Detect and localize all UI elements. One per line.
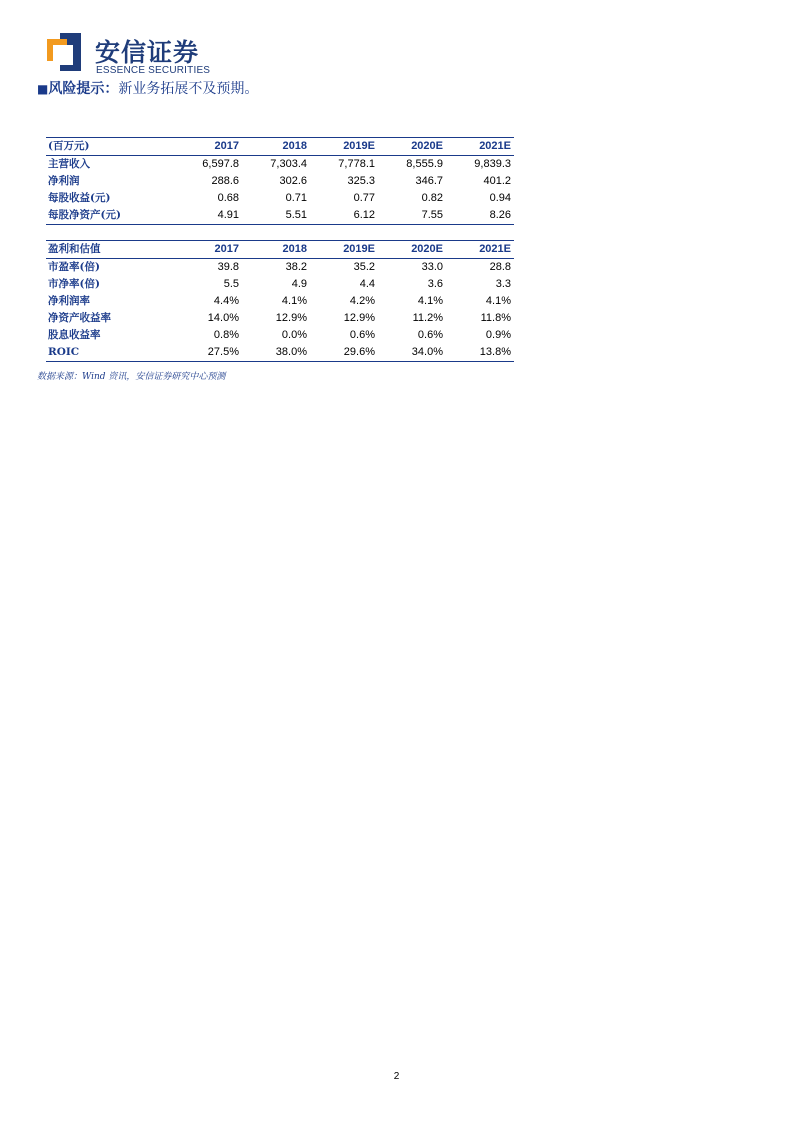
row-label: 市盈率(倍) <box>48 261 100 273</box>
table-cell: 7,778.1 <box>338 158 375 170</box>
table-header-cell: 2020E <box>378 138 446 156</box>
table-row <box>46 293 514 310</box>
table-header-cell: 2019E <box>310 241 378 259</box>
table-header-cell: 2021E <box>446 138 514 156</box>
row-label: 净资产收益率 <box>48 312 111 324</box>
table-cell: 3.6 <box>427 278 443 290</box>
row-label: 主营收入 <box>48 158 90 170</box>
row-label: 净利润率 <box>48 295 90 307</box>
table-cell: 9,839.3 <box>474 158 511 170</box>
table-header-row <box>46 241 514 259</box>
risk-label: 风险提示： <box>48 81 119 97</box>
table-cell: 0.82 <box>421 192 443 204</box>
table-header-cell: 2018 <box>242 138 310 156</box>
table-cell: 6.12 <box>310 207 378 225</box>
table-cell: 29.6% <box>310 344 378 362</box>
company-logo <box>47 33 247 79</box>
table-cell: 0.94 <box>489 192 511 204</box>
table-header-cell: 2019E <box>310 138 378 156</box>
table-cell: 4.4 <box>359 278 375 290</box>
table-row <box>46 310 514 327</box>
row-label: 每股收益(元) <box>48 192 111 204</box>
logo-chinese-name: 安信证券 <box>95 38 200 67</box>
table-cell: 38.2 <box>285 261 307 273</box>
table-cell: 12.9% <box>275 312 307 324</box>
table-row <box>46 190 514 207</box>
table-row <box>46 327 514 344</box>
table-cell: 33.0 <box>421 261 443 273</box>
table-header-cell: 2020E <box>378 241 446 259</box>
data-source-note: 数据来源：Wind 资讯，安信证券研究中心预测 <box>37 372 226 382</box>
table-header-cell: 2021E <box>446 241 514 259</box>
table-cell: 8,555.9 <box>406 158 443 170</box>
table-header-row <box>46 138 514 156</box>
table-cell: 12.9% <box>343 312 375 324</box>
table-cell: 34.0% <box>378 344 446 362</box>
table-cell: 28.8 <box>489 261 511 273</box>
table-cell: 11.2% <box>412 312 443 324</box>
table-cell: 288.6 <box>211 175 239 187</box>
table-row <box>46 259 514 277</box>
table-header-cell: (百万元) <box>46 138 174 156</box>
table-cell: 3.3 <box>495 278 511 290</box>
table-cell: 4.1% <box>417 295 443 307</box>
row-label: 净利润 <box>48 175 80 187</box>
table-row <box>46 207 514 225</box>
table-cell: 0.77 <box>353 192 375 204</box>
table-header-cell: 2017 <box>174 138 242 156</box>
row-label: 每股净资产(元) <box>46 207 174 225</box>
table-cell: 0.6% <box>349 329 375 341</box>
row-label: 股息收益率 <box>48 329 101 341</box>
table-cell: 0.71 <box>285 192 307 204</box>
bullet-square-icon: ■ <box>37 82 49 96</box>
table-row <box>46 344 514 362</box>
table-header-cell: 盈利和估值 <box>46 241 174 259</box>
table-cell: 6,597.8 <box>202 158 239 170</box>
risk-warning <box>37 78 258 98</box>
table-cell: 39.8 <box>217 261 239 273</box>
essence-logo-icon <box>47 33 81 71</box>
table-cell: 0.68 <box>217 192 239 204</box>
table-row <box>46 156 514 174</box>
table-cell: 14.0% <box>207 312 239 324</box>
table-cell: 4.2% <box>349 295 375 307</box>
table-cell: 35.2 <box>353 261 375 273</box>
table-cell: 11.8% <box>480 312 511 324</box>
table-cell: 0.9% <box>485 329 511 341</box>
table-cell: 325.3 <box>347 175 375 187</box>
table-cell: 401.2 <box>483 175 511 187</box>
table-cell: 13.8% <box>446 344 514 362</box>
row-label: ROIC <box>46 344 174 362</box>
table-cell: 5.51 <box>242 207 310 225</box>
risk-text: 新业务拓展不及预期。 <box>118 81 259 97</box>
logo-english-name: ESSENCE SECURITIES <box>96 65 211 76</box>
table-row <box>46 276 514 293</box>
row-label: 市净率(倍) <box>48 278 100 290</box>
table-cell: 346.7 <box>415 175 443 187</box>
financial-summary-table <box>46 137 514 225</box>
table-cell: 0.6% <box>417 329 443 341</box>
table-cell: 302.6 <box>279 175 307 187</box>
table-row <box>46 173 514 190</box>
table-cell: 5.5 <box>223 278 239 290</box>
table-cell: 4.9 <box>291 278 307 290</box>
table-header-cell: 2018 <box>242 241 310 259</box>
page-number: 2 <box>393 1071 400 1082</box>
table-cell: 4.4% <box>213 295 239 307</box>
table-cell: 38.0% <box>242 344 310 362</box>
table-header-cell: 2017 <box>174 241 242 259</box>
table-cell: 0.8% <box>213 329 239 341</box>
valuation-table <box>46 240 514 362</box>
table-cell: 8.26 <box>446 207 514 225</box>
table-cell: 7,303.4 <box>270 158 307 170</box>
table-cell: 4.91 <box>174 207 242 225</box>
table-cell: 27.5% <box>174 344 242 362</box>
table-cell: 4.1% <box>485 295 511 307</box>
table-cell: 4.1% <box>281 295 307 307</box>
table-cell: 0.0% <box>281 329 307 341</box>
table-cell: 7.55 <box>378 207 446 225</box>
